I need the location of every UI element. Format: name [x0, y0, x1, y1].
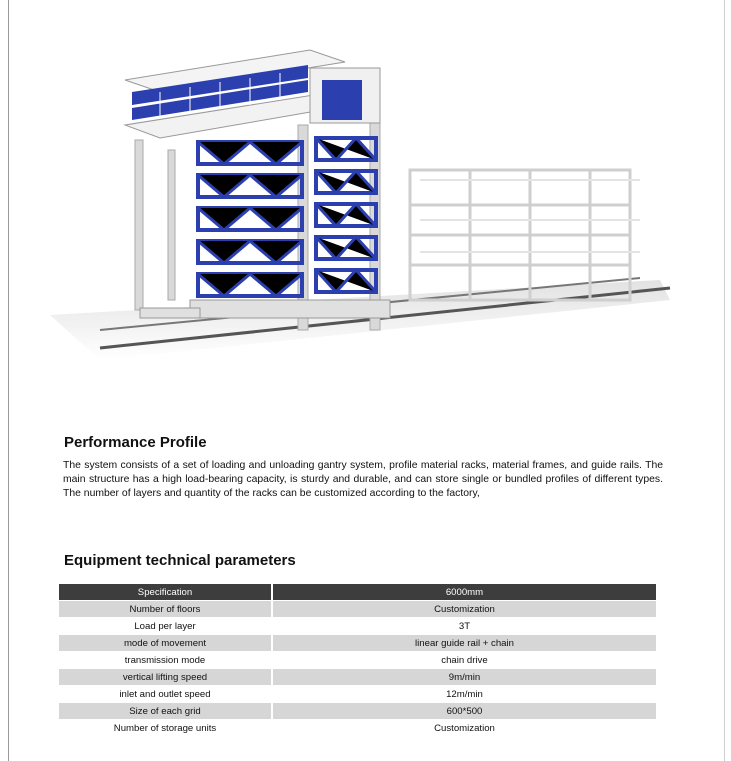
row-value: 3T	[273, 618, 656, 635]
table-row	[59, 652, 656, 669]
row-value: Customization	[273, 601, 656, 618]
table-row	[59, 618, 656, 635]
table-row	[59, 703, 656, 720]
page-left-border	[8, 0, 9, 761]
header-cell-value: 6000mm	[273, 584, 656, 601]
performance-heading: Performance Profile	[64, 434, 207, 451]
row-label: vertical lifting speed	[59, 669, 271, 686]
row-label: Number of floors	[59, 601, 271, 618]
table-row	[59, 669, 656, 686]
page-right-border	[724, 0, 725, 761]
gantry-rack-illustration	[40, 30, 680, 370]
row-value: 12m/min	[273, 686, 656, 703]
row-label: transmission mode	[59, 652, 271, 669]
table-header-row	[59, 584, 656, 601]
row-value: linear guide rail + chain	[273, 635, 656, 652]
parameters-table	[57, 584, 658, 737]
row-label: inlet and outlet speed	[59, 686, 271, 703]
row-value: chain drive	[273, 652, 656, 669]
row-label: Load per layer	[59, 618, 271, 635]
row-value: Customization	[273, 720, 656, 737]
table-row	[59, 720, 656, 737]
table-row	[59, 601, 656, 618]
row-label: Size of each grid	[59, 703, 271, 720]
performance-description: The system consists of a set of loading and unloading gantry system, profile material racks, material frames, and guide rails. The main structure has a high load-bearing capacity, is sturdy and durable, and can store single or bundled profiles of different types. The number of layers and quantity of the racks can be customized according to the factory,	[63, 460, 663, 500]
table-row	[59, 686, 656, 703]
row-value: 600*500	[273, 703, 656, 720]
row-label: mode of movement	[59, 635, 271, 652]
row-label: Number of storage units	[59, 720, 271, 737]
row-value: 9m/min	[273, 669, 656, 686]
header-cell-label: Specification	[59, 584, 271, 601]
parameters-heading: Equipment technical parameters	[64, 552, 296, 569]
table-row	[59, 635, 656, 652]
